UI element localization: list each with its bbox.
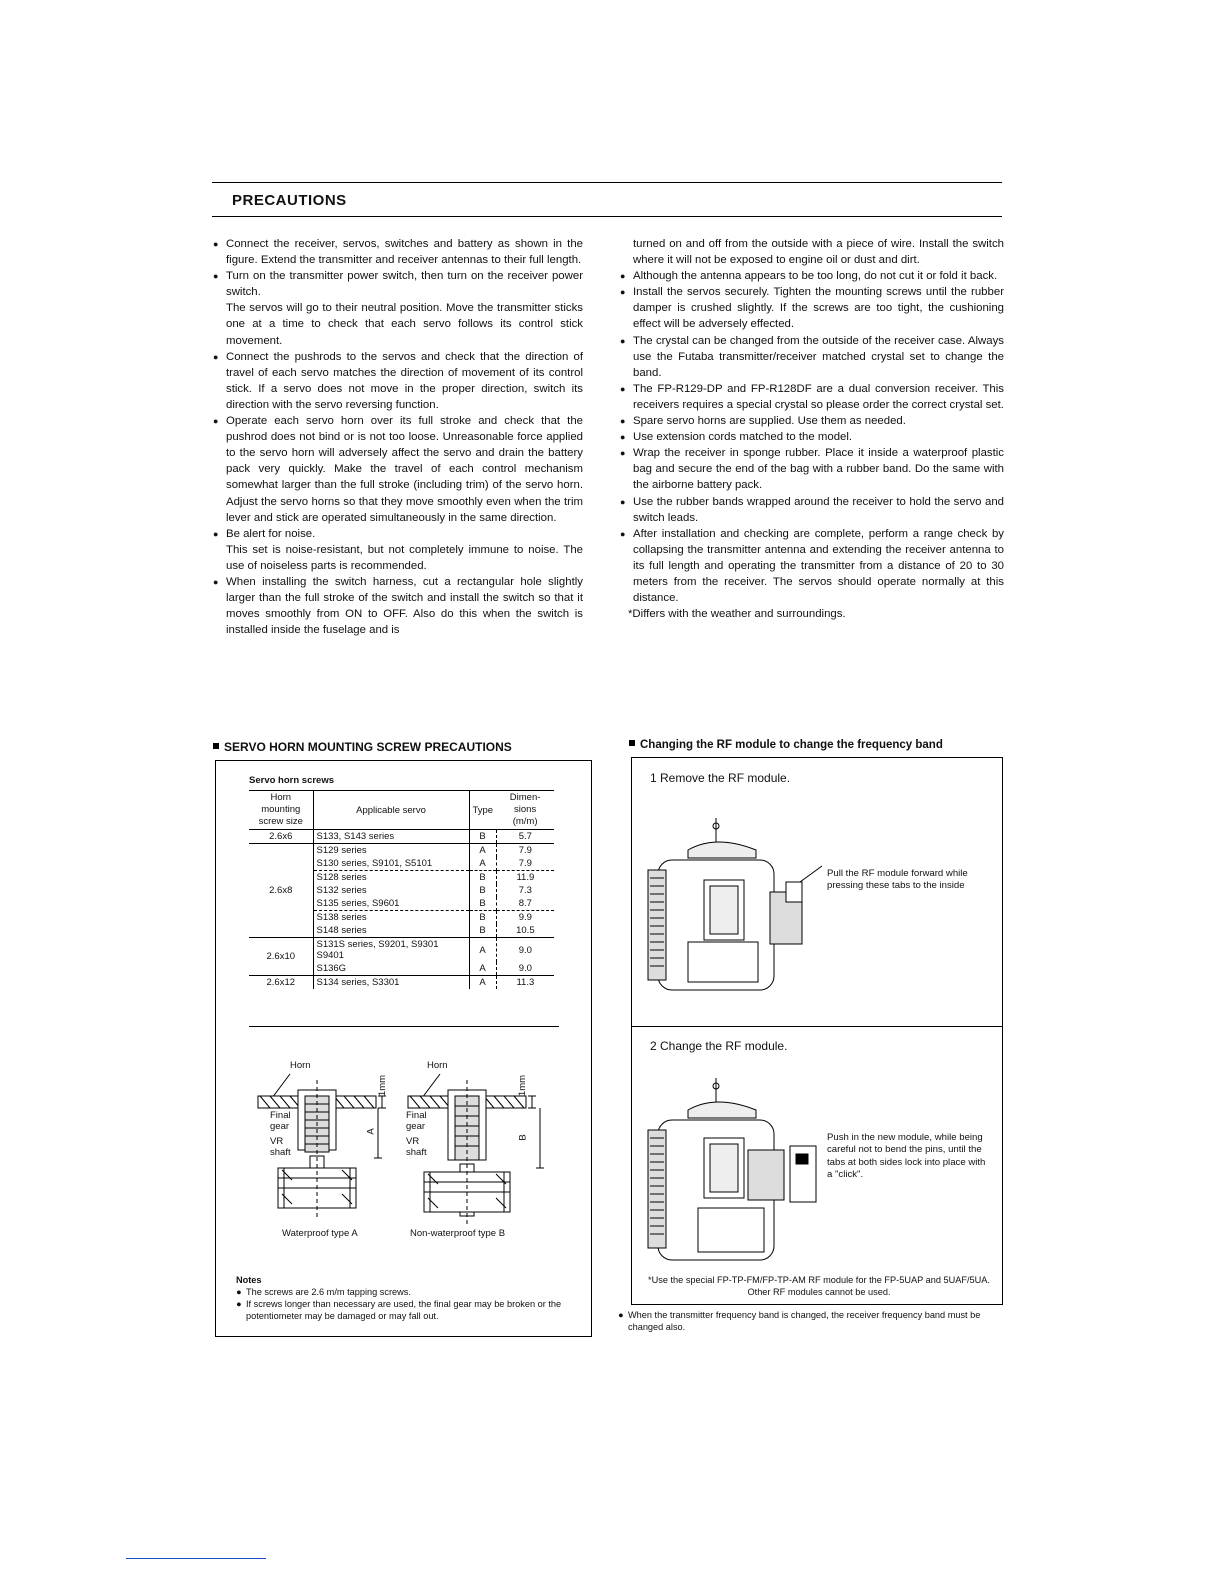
servo-cell: S135 series, S9601 [313,897,469,911]
type-cell: A [469,962,496,976]
vr-shaft-label-a: VR shaft [270,1136,291,1158]
rf-step-1: 1 Remove the RF module. [650,771,791,785]
type-cell: A [469,938,496,963]
paragraph: ● When installing the switch harness, cut a rectangular hole slightly larger than the full stroke of the switch and install the switch so that it moves smoothly from ON to OFF. Also do this when the switch is installed inside the fuselage and is [213,574,583,638]
paragraph: The servos will go to their neutral position. Move the transmitter sticks one at a time to check that each servo follows its control stick movement. [226,302,583,347]
dimension-cell: 10.5 [516,925,535,936]
table-row [249,844,554,858]
paragraph: This set is noise-resistant, but not completely immune to noise. The use of noiseless parts is recommended. [226,543,583,572]
paragraph: turned on and off from the outside with a piece of wire. Install the switch where it will not be exposed to engine oil or dust and dirt. [633,238,1004,267]
table-bottom-rule [249,1026,559,1027]
note-item: ● The screws are 2.6 m/m tapping screws. [236,1287,411,1297]
caption-type-b: Non-waterproof type B [410,1228,506,1239]
paragraph: ● After installation and checking are complete, perform a range check by collapsing the transmitter antenna and extending the receiver antenna to its full length and operating the transmitter from a distance of 20 to 30 meters from the receiver. The servos should operate normally at this distance. [620,526,1004,606]
rf-after-note: ● When the transmitter frequency band is changed, the receiver frequency band must be changed also. [618,1310,981,1332]
servo-cell: S148 series [313,924,469,938]
dim-a-label: A [365,1128,377,1135]
dimension-cell: 7.9 [496,844,554,858]
type-cell: B [469,830,496,844]
one-mm-label-b: 1mm [517,1074,529,1097]
one-mm-label-a: 1mm [377,1074,389,1097]
type-cell: B [469,871,496,885]
table-row [249,976,554,990]
dimension-cell: 9.0 [518,963,532,974]
transmitter-figure-2 [644,1072,824,1272]
type-cell: B [469,884,496,897]
rf-section-heading: Changing the RF module to change the frequency band [629,739,943,751]
servo-cell: S138 series [313,911,469,925]
paragraph: ● Use the rubber bands wrapped around the receiver to hold the servo and switch leads. [620,494,1004,526]
header-top-rule [212,182,1002,183]
servo-notes [236,1274,576,1322]
servo-cell: S133, S143 series [313,830,469,844]
type-cell: A [469,844,496,858]
servo-section-heading: SERVO HORN MOUNTING SCREW PRECAUTIONS [213,740,512,754]
rf-footnote: *Use the special FP-TP-FM/FP-TP-AM RF module for the FP-5UAP and 5UAF/5UA. Other RF modules cannot be used. [648,1275,990,1297]
page-title: PRECAUTIONS [232,192,347,209]
paragraph: *Differs with the weather and surroundings. [628,608,846,621]
paragraph: ● Install the servos securely. Tighten the mounting screws until the rubber damper is crushed slightly. If the screws are too tight, the cushioning effect will be adversely effected. [620,284,1004,332]
type-cell: B [469,924,496,938]
servo-cell: S134 series, S3301 [313,976,469,990]
table-header-type: Type [469,791,496,830]
rf-divider [631,1026,1003,1027]
dimension-cell: 7.3 [518,885,532,896]
paragraph: ● Connect the receiver, servos, switches and battery as shown in the figure. Extend the transmitter and receiver antennas to their full length. [213,236,583,268]
paragraph: ● Turn on the transmitter power switch, then turn on the receiver power switch. [213,268,583,300]
left-text-column [213,236,583,638]
footer-link-line [126,1558,266,1559]
table-header-dim: Dimen- sions (m/m) [496,791,554,830]
servo-cell: S132 series [313,884,469,897]
type-cell: A [469,857,496,871]
servo-cell: S128 series [313,871,469,885]
dim-b-label: B [517,1134,529,1141]
vr-shaft-label-b: VR shaft [406,1136,427,1158]
servo-cell: S131S series, S9201, S9301 S9401 [313,938,469,963]
final-gear-label-b: Final gear [406,1110,427,1132]
rf-step-1-caption: Pull the RF module forward while pressing these tabs to the inside [827,868,968,892]
dimension-cell: 9.9 [496,911,554,925]
servo-table-title: Servo horn screws [249,775,335,786]
dimension-cell: 8.7 [518,898,532,909]
paragraph: ● Be alert for noise. [213,526,583,542]
servo-screw-table [249,790,554,989]
screw-size-cell: 2.6x6 [249,830,313,844]
screw-size-cell: 2.6x10 [249,938,313,976]
dimension-cell: 11.9 [496,871,554,885]
servo-cell: S130 series, S9101, S5101 [313,857,469,871]
screw-size-cell: 2.6x12 [249,976,313,990]
note-item: ● If screws longer than necessary are used, the final gear may be broken or the potentiometer may be damaged or may fall out. [236,1299,562,1321]
type-cell: A [469,976,496,990]
right-text-column [620,236,1004,622]
notes-title: Notes [236,1275,262,1285]
paragraph: ● The FP-R129-DP and FP-R128DF are a dual conversion receiver. This receivers requires a special crystal so please order the correct crystal set. [620,381,1004,413]
type-cell: B [469,897,496,911]
dimension-cell: 5.7 [496,830,554,844]
table-row [249,830,554,844]
paragraph: ● Use extension cords matched to the model. [620,429,1004,445]
servo-cell: S136G [313,962,469,976]
dimension-cell: 7.9 [518,858,532,869]
paragraph: ● Although the antenna appears to be too long, do not cut it or fold it back. [620,268,1004,284]
horn-label-b: Horn [427,1060,448,1071]
table-row [249,938,554,963]
dimension-cell: 9.0 [496,938,554,963]
paragraph: ● Wrap the receiver in sponge rubber. Place it inside a waterproof plastic bag and secure the end of the bag with a rubber band. Do the same with the airborne battery pack. [620,445,1004,493]
rf-step-2: 2 Change the RF module. [650,1039,788,1053]
transmitter-figure-1 [644,812,824,1012]
table-header-size: Horn mounting screw size [249,791,313,830]
horn-label-a: Horn [290,1060,311,1071]
final-gear-label-a: Final gear [270,1110,291,1132]
table-header-servo: Applicable servo [313,791,469,830]
paragraph: ● Connect the pushrods to the servos and check that the direction of travel of each servo matches the direction of movement of its control stick. If a servo does not move in the proper direction, switch its direction with the servo reversing function. [213,349,583,413]
screw-size-cell: 2.6x8 [249,844,313,938]
servo-cell: S129 series [313,844,469,858]
header-bottom-rule [212,216,1002,217]
caption-type-a: Waterproof type A [282,1228,358,1239]
type-cell: B [469,911,496,925]
paragraph: ● Spare servo horns are supplied. Use them as needed. [620,413,1004,429]
rf-step-2-caption: Push in the new module, while being careful not to bend the pins, until the tabs at both sides lock into place with a "click". [827,1132,986,1181]
dimension-cell: 11.3 [496,976,554,990]
paragraph: ● The crystal can be changed from the outside of the receiver case. Always use the Futaba transmitter/receiver matched crystal set to change the band. [620,333,1004,381]
paragraph: ● Operate each servo horn over its full stroke and check that the pushrod does not bind or is not too loose. Unreasonable force applied to the servo horn will adversely affect the servo and drain the battery pack very quickly. Make the travel of each control mechanism somewhat larger than the full stroke (including trim) of the servo horn. Adjust the servo horns so that they move smoothly even when the trim lever and stick are operated simultaneously in the same direction. [213,413,583,526]
